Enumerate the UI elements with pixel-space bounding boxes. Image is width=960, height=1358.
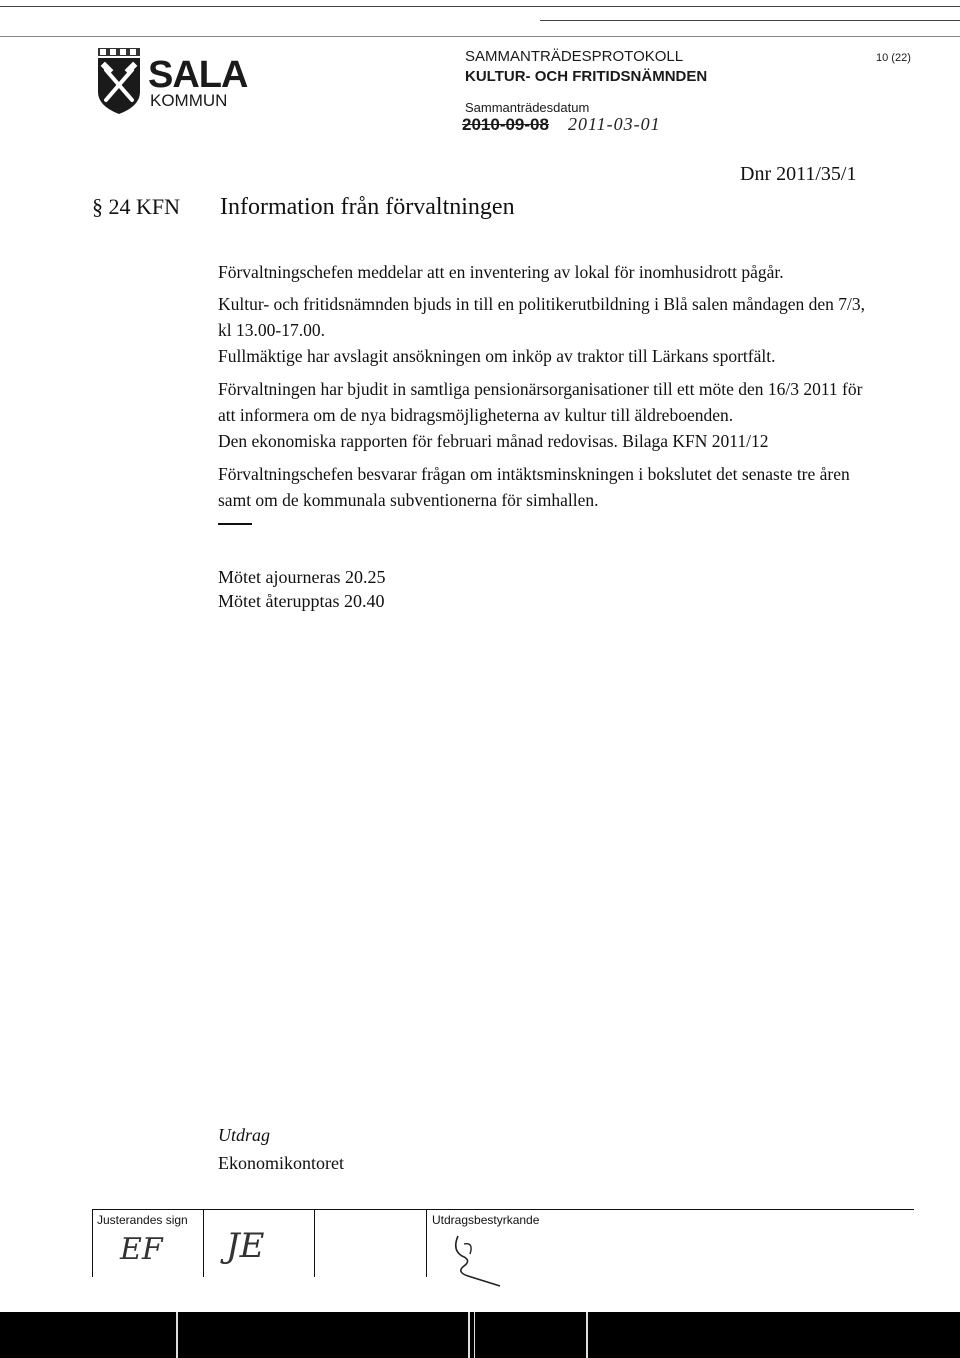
section-number: § 24 KFN — [92, 194, 181, 219]
date-handwritten: 2011-03-01 — [568, 114, 661, 134]
signature-table-border — [203, 1209, 204, 1277]
signature-initials: EF — [120, 1232, 163, 1267]
scan-artifact-line — [540, 20, 960, 21]
meeting-resumed: Mötet återupptas 20.40 — [218, 591, 385, 611]
utdragsbestyrkande-label: Utdragsbestyrkande — [432, 1213, 540, 1227]
board-name: KULTUR- OCH FRITIDSNÄMNDEN — [465, 68, 708, 85]
scan-artifact-line — [0, 6, 960, 7]
meeting-adjourned: Mötet ajourneras 20.25 — [218, 567, 386, 587]
excerpt-recipient: Ekonomikontoret — [218, 1153, 344, 1173]
signature-table-border — [92, 1209, 93, 1277]
excerpt-label: Utdrag — [218, 1125, 271, 1145]
date-label: Sammanträdesdatum — [465, 100, 590, 115]
scan-artifact-bar — [0, 1312, 960, 1358]
paragraph: Förvaltningschefen meddelar att en inventering av lokal för inomhusidrott pågår. — [218, 262, 784, 282]
protocol-title: SAMMANTRÄDESPROTOKOLL — [465, 48, 684, 65]
page-number: 10 (22) — [876, 52, 911, 64]
scan-artifact-line — [0, 36, 960, 37]
signature-table-border — [314, 1209, 315, 1277]
date-struck: 2010-09-08 — [462, 115, 549, 134]
paragraph: Förvaltningschefen besvarar frågan om intäktsminskningen i bokslutet det senaste tre åren samt om de kommunala subventionerna för simhallen. — [218, 464, 850, 510]
signature-initials: JE — [226, 1226, 265, 1266]
signature-table-border — [426, 1209, 427, 1277]
diary-number: Dnr 2011/35/1 — [740, 163, 857, 185]
signature-table-border — [92, 1209, 914, 1210]
paragraph: Förvaltningen har bjudit in samtliga pensionärsorganisationer till ett möte den 16/3 2011 för att informera om de nya bidragsmöjligheterna av kultur till äldreboenden. — [218, 379, 863, 425]
divider — [218, 523, 252, 525]
handwritten-signature — [450, 1232, 510, 1290]
section-title: Information från förvaltningen — [220, 194, 515, 220]
paragraph: Fullmäktige har avslagit ansökningen om inköp av traktor till Lärkans sportfält. — [218, 346, 776, 366]
justerandes-sign-label: Justerandes sign — [97, 1213, 188, 1227]
logo-subtitle: KOMMUN — [150, 91, 228, 110]
paragraph: Kultur- och fritidsnämnden bjuds in till en politikerutbildning i Blå salen måndagen den 7/3, kl 13.00-17.00. — [218, 294, 866, 340]
sala-coat-of-arms-icon — [96, 48, 142, 114]
paragraph: Den ekonomiska rapporten för februari månad redovisas. Bilaga KFN 2011/12 — [218, 431, 769, 451]
logo-wordmark: SALA — [148, 54, 248, 96]
